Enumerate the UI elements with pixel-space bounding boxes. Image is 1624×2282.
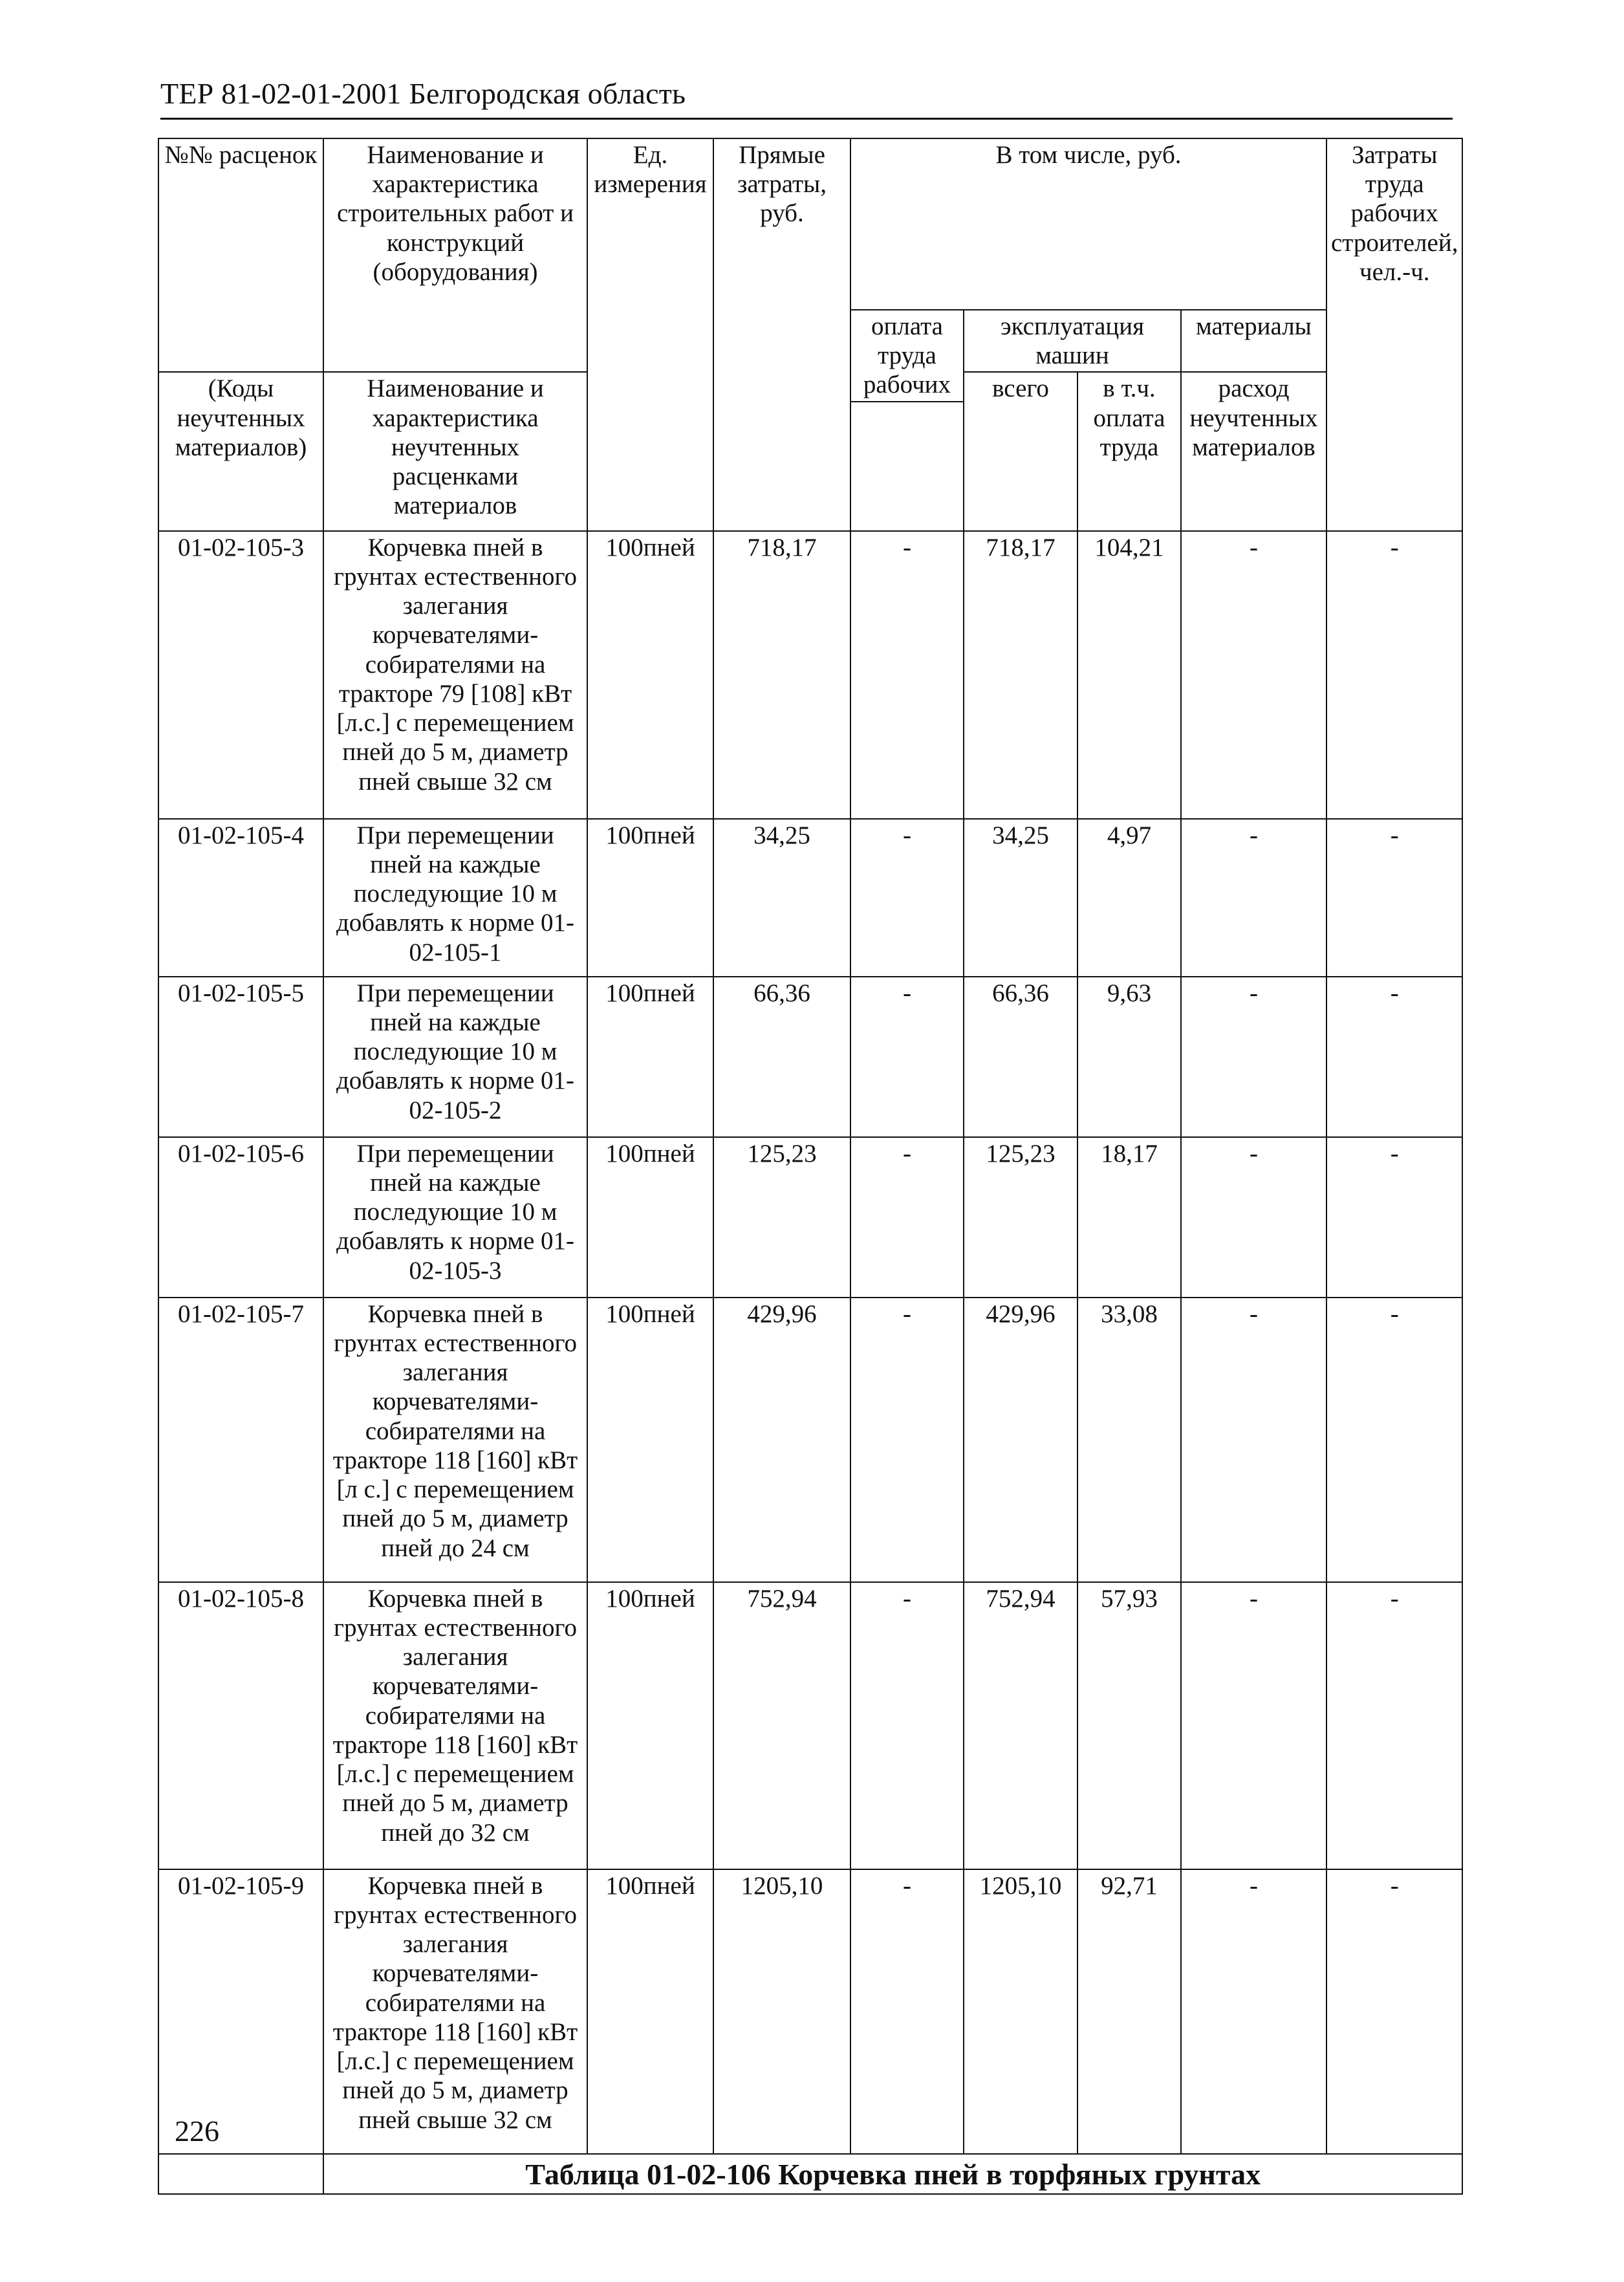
labor-cost-cell: - <box>1326 1869 1462 2154</box>
machines-labor-cell: 33,08 <box>1077 1298 1181 1582</box>
machines-total-cell: 1205,10 <box>964 1869 1077 2154</box>
materials-cell: - <box>1181 977 1326 1137</box>
col-header-labor-pay-blank <box>850 402 964 531</box>
col-header-materials-unaccounted: расход неучтенных материалов <box>1181 372 1326 530</box>
table-row <box>158 1298 1462 1582</box>
labor-cost-cell: - <box>1326 1137 1462 1298</box>
unit-cell: 100пней <box>587 531 713 819</box>
unit-cell: 100пней <box>587 977 713 1137</box>
header-row-top <box>158 138 1462 310</box>
rate-code-cell: 01-02-105-8 <box>158 1582 323 1869</box>
work-description-cell: При перемещении пней на каждые последующие 10 м добавлять к норме 01-02-105-2 <box>323 977 587 1137</box>
table-row <box>158 1582 1462 1869</box>
direct-cost-cell: 34,25 <box>713 819 850 977</box>
machines-labor-cell: 4,97 <box>1077 819 1181 977</box>
page-number: 226 <box>175 2114 219 2147</box>
materials-cell: - <box>1181 1869 1326 2154</box>
col-header-direct: Прямые затраты, руб. <box>713 138 850 531</box>
materials-cell: - <box>1181 1137 1326 1298</box>
col-header-materials: материалы <box>1181 310 1326 372</box>
labor-pay-cell: - <box>850 977 964 1137</box>
machines-labor-cell: 104,21 <box>1077 531 1181 819</box>
direct-cost-cell: 1205,10 <box>713 1869 850 2154</box>
unit-cell: 100пней <box>587 1582 713 1869</box>
machines-total-cell: 429,96 <box>964 1298 1077 1582</box>
machines-total-cell: 66,36 <box>964 977 1077 1137</box>
labor-pay-cell: - <box>850 819 964 977</box>
machines-labor-cell: 18,17 <box>1077 1137 1181 1298</box>
machines-labor-cell: 9,63 <box>1077 977 1181 1137</box>
table-row <box>158 1137 1462 1298</box>
rate-code-cell: 01-02-105-6 <box>158 1137 323 1298</box>
table-row <box>158 977 1462 1137</box>
col-header-unit: Ед. измерения <box>587 138 713 531</box>
direct-cost-cell: 752,94 <box>713 1582 850 1869</box>
labor-cost-cell: - <box>1326 1298 1462 1582</box>
rate-code-cell: 01-02-105-9 <box>158 1869 323 2154</box>
rates-table <box>158 138 1463 2195</box>
page-header: ТЕР 81-02-01-2001 Белгородская область <box>160 77 686 110</box>
labor-cost-cell: - <box>1326 1582 1462 1869</box>
next-table-caption: Таблица 01-02-106 Корчевка пней в торфяных грунтах <box>323 2154 1462 2194</box>
rate-code-cell: 01-02-105-5 <box>158 977 323 1137</box>
labor-pay-cell: - <box>850 1298 964 1582</box>
labor-cost-cell: - <box>1326 977 1462 1137</box>
table-row <box>158 1869 1462 2154</box>
col-header-labor-cost: Затраты труда рабочих строителей, чел.-ч. <box>1326 138 1462 531</box>
machines-labor-cell: 57,93 <box>1077 1582 1181 1869</box>
table-row <box>158 531 1462 819</box>
work-description-cell: Корчевка пней в грунтах естественного залегания корчевателями-собирателями на тракторе 118 [160] кВт [л с.] с перемещением пней до 5 м, диаметр пней до 24 см <box>323 1298 587 1582</box>
direct-cost-cell: 429,96 <box>713 1298 850 1582</box>
labor-cost-cell: - <box>1326 819 1462 977</box>
rate-code-cell: 01-02-105-3 <box>158 531 323 819</box>
col-header-machines: эксплуатация машин <box>964 310 1181 372</box>
col-header-machines-total: всего <box>964 372 1077 530</box>
unit-cell: 100пней <box>587 1137 713 1298</box>
col-header-name-unaccounted: Наименование и характеристика неучтенных расценками материалов <box>323 372 587 530</box>
materials-cell: - <box>1181 531 1326 819</box>
work-description-cell: При перемещении пней на каждые последующие 10 м добавлять к норме 01-02-105-3 <box>323 1137 587 1298</box>
unit-cell: 100пней <box>587 1869 713 2154</box>
labor-pay-cell: - <box>850 1582 964 1869</box>
work-description-cell: Корчевка пней в грунтах естественного залегания корчевателями-собирателями на тракторе 118 [160] кВт [л.с.] с перемещением пней до 5 м, диаметр пней до 32 см <box>323 1582 587 1869</box>
next-table-caption-row <box>158 2154 1462 2194</box>
direct-cost-cell: 66,36 <box>713 977 850 1137</box>
unit-cell: 100пней <box>587 1298 713 1582</box>
col-header-labor-pay: оплата труда рабочих <box>850 310 964 402</box>
work-description-cell: Корчевка пней в грунтах естественного залегания корчевателями-собирателями на тракторе 79 [108] кВт [л.с.] с перемещением пней до 5 м, диаметр пней свыше 32 см <box>323 531 587 819</box>
materials-cell: - <box>1181 1582 1326 1869</box>
header-rule <box>160 118 1453 120</box>
labor-pay-cell: - <box>850 531 964 819</box>
machines-total-cell: 34,25 <box>964 819 1077 977</box>
machines-labor-cell: 92,71 <box>1077 1869 1181 2154</box>
machines-total-cell: 752,94 <box>964 1582 1077 1869</box>
machines-total-cell: 125,23 <box>964 1137 1077 1298</box>
rate-code-cell: 01-02-105-4 <box>158 819 323 977</box>
rate-code-cell: 01-02-105-7 <box>158 1298 323 1582</box>
labor-pay-cell: - <box>850 1869 964 2154</box>
labor-pay-cell: - <box>850 1137 964 1298</box>
col-header-code-unaccounted: (Коды неучтенных материалов) <box>158 372 323 530</box>
col-header-machines-labor: в т.ч. оплата труда <box>1077 372 1181 530</box>
col-header-name: Наименование и характеристика строительных работ и конструкций (оборудования) <box>323 138 587 372</box>
work-description-cell: При перемещении пней на каждые последующие 10 м добавлять к норме 01-02-105-1 <box>323 819 587 977</box>
col-header-code: №№ расценок <box>158 138 323 372</box>
unit-cell: 100пней <box>587 819 713 977</box>
work-description-cell: Корчевка пней в грунтах естественного залегания корчевателями-собирателями на тракторе 118 [160] кВт [л.с.] с перемещением пней до 5 м, диаметр пней свыше 32 см <box>323 1869 587 2154</box>
materials-cell: - <box>1181 1298 1326 1582</box>
materials-cell: - <box>1181 819 1326 977</box>
direct-cost-cell: 125,23 <box>713 1137 850 1298</box>
col-header-including: В том числе, руб. <box>850 138 1326 310</box>
caption-blank-cell <box>158 2154 323 2194</box>
direct-cost-cell: 718,17 <box>713 531 850 819</box>
labor-cost-cell: - <box>1326 531 1462 819</box>
table-row <box>158 819 1462 977</box>
machines-total-cell: 718,17 <box>964 531 1077 819</box>
